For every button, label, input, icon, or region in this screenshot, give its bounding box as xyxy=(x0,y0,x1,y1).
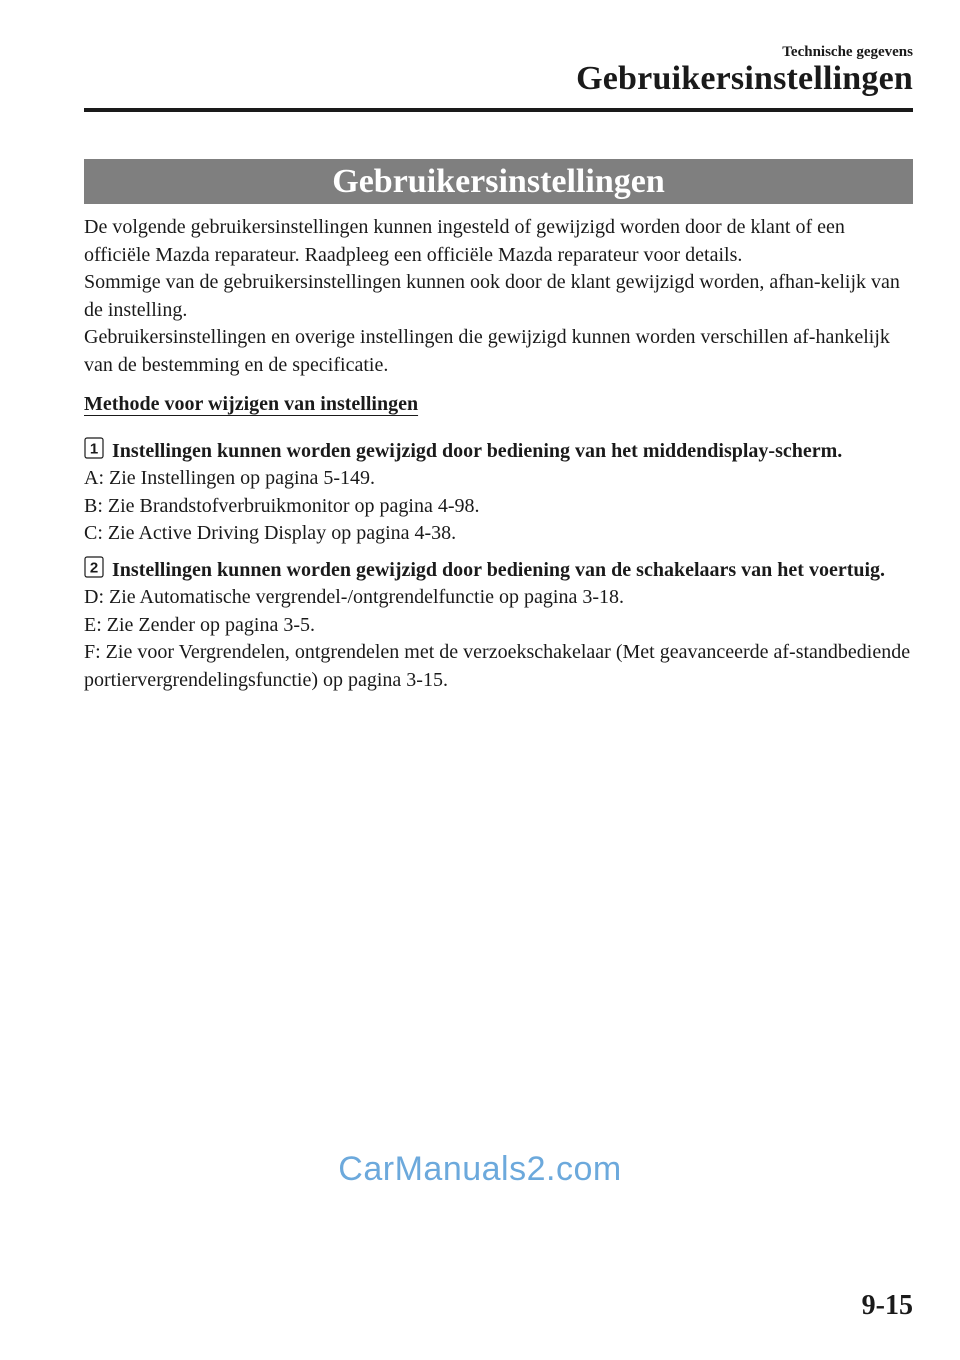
method-number: 2 xyxy=(89,559,99,576)
method-reference: B: Zie Brandstofverbruikmonitor op pagina 4-98. xyxy=(84,494,480,517)
method-reference: A: Zie Instellingen op pagina 5-149. xyxy=(84,467,376,489)
intro-paragraph: Gebruikersinstellingen en overige instellingen die gewijzigd kunnen worden verschillen af-hankelijk van de bestemming en de specificatie. xyxy=(84,326,890,376)
method-block xyxy=(84,437,914,548)
method-heading xyxy=(84,556,914,585)
method-number: 1 xyxy=(89,440,99,457)
method-reference: E: Zie Zender op pagina 3-5. xyxy=(84,613,316,636)
running-header-section: Technische gegevens xyxy=(782,44,913,60)
method-heading xyxy=(84,437,914,466)
method-reference: D: Zie Automatische vergrendel-/ontgrendelfunctie op pagina 3-18. xyxy=(84,586,625,608)
method-reference: F: Zie voor Vergrendelen, ontgrendelen met de verzoekschakelaar (Met geavanceerde af-standbediende portiervergrendelingsfunctie) op pagina 3-15. xyxy=(84,641,911,691)
number-two-icon xyxy=(84,556,104,578)
intro-paragraph: De volgende gebruikersinstellingen kunnen ingesteld of gewijzigd worden door de klant of een officiële Mazda reparateur. Raadpleeg een officiële Mazda reparateur voor details. xyxy=(84,216,845,266)
intro-paragraph: Sommige van de gebruikersinstellingen kunnen ook door de klant gewijzigd worden, afhan-kelijk van de instelling. xyxy=(84,271,900,321)
method-reference: C: Zie Active Driving Display op pagina 4-38. xyxy=(84,522,457,544)
method-heading-text: Instellingen kunnen worden gewijzigd door bediening van de schakelaars van het voertuig. xyxy=(112,558,886,581)
page-number: 9-15 xyxy=(861,1290,913,1321)
section-banner xyxy=(84,159,913,204)
watermark: CarManuals2.com xyxy=(338,1150,622,1188)
header-divider xyxy=(84,108,913,112)
method-subheading: Methode voor wijzigen van instellingen xyxy=(84,393,419,415)
method-block xyxy=(84,556,914,695)
page-content xyxy=(84,214,914,694)
method-heading-text: Instellingen kunnen worden gewijzigd door bediening van het middendisplay-scherm. xyxy=(112,439,843,462)
number-one-icon xyxy=(84,437,104,459)
section-title: Gebruikersinstellingen xyxy=(332,162,665,200)
running-header-title: Gebruikersinstellingen xyxy=(576,60,913,97)
